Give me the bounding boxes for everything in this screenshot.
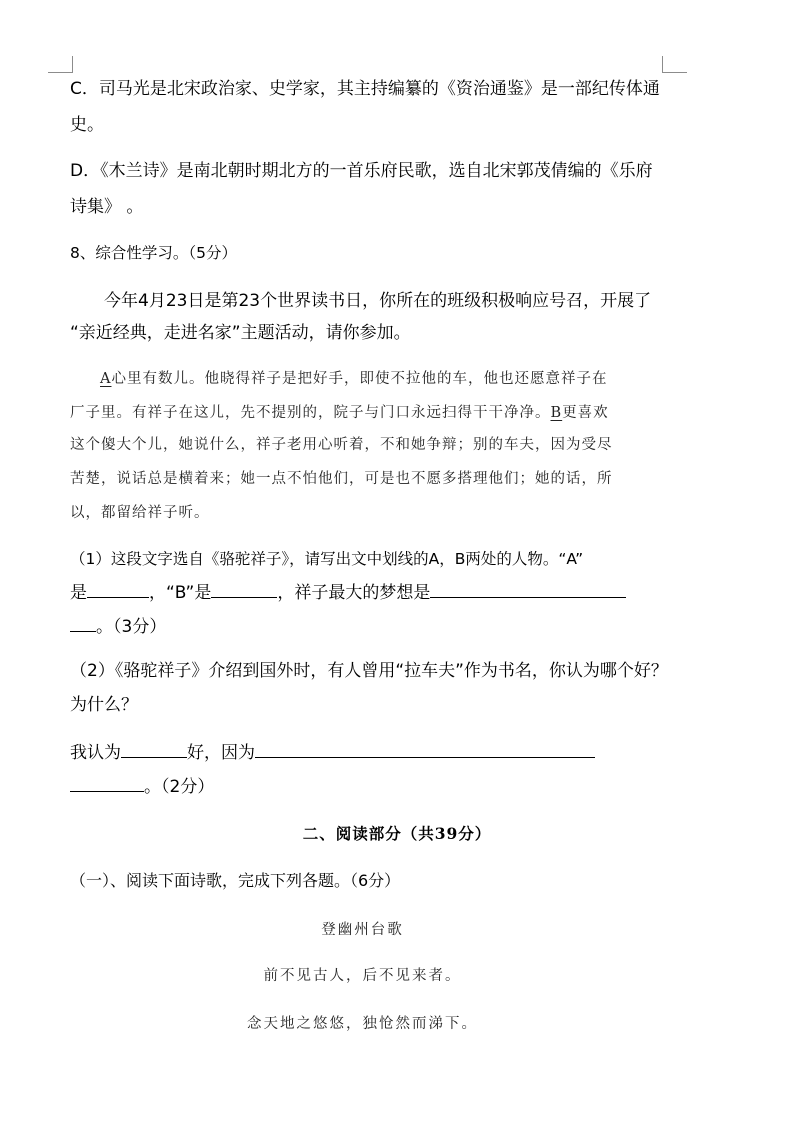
question-8-2-answer-line1 [70,740,595,764]
page-corner-mark-top-left [48,56,73,73]
option-d-line1: D．《木兰诗》是南北朝时期北方的一首乐府民歌，选自北宋郭茂倩编的《乐府 [70,161,653,181]
passage-line5: 以，都留给祥子听。 [70,505,210,521]
q8-2-text-b: 好，因为 [187,743,255,763]
q8-1-text-a: 是 [70,583,87,603]
passage-line4: 苦楚，说话总是横着来；她一点不怕他们，可是也不愿多搭理他们；她的话，所 [70,471,613,487]
passage-line1 [100,368,607,390]
answer-blank-b[interactable] [211,580,277,598]
section-heading: 二、阅读部分（共39分） [302,824,492,843]
passage-label-b: B [550,405,563,421]
answer-blank-dream-cont[interactable] [70,614,96,632]
answer-blank-reason-cont[interactable] [70,774,144,792]
passage-label-a: A [100,371,112,387]
passage-line2-after: 更喜欢 [562,405,609,421]
question-8-intro-line2: “亲近经典，走进名家”主题活动，请你参加。 [70,323,411,343]
answer-blank-reason[interactable] [255,740,595,758]
question-8-title: 8、综合性学习。（5分） [70,244,237,262]
page-corner-mark-top-right [662,56,687,73]
question-8-1-line3 [70,614,166,638]
q8-1-score: 。（3分） [96,617,167,637]
question-8-1-line2 [70,580,626,604]
q8-2-score: 。（2分） [144,777,215,797]
option-c-line1: C．司马光是北宋政治家、史学家，其主持编纂的《资治通鉴》是一部纪传体通 [70,79,660,99]
passage-line2 [70,402,609,424]
passage-line2-before: 厂子里。有祥子在这儿，先不提别的，院子与门口永远扫得干干净净。 [70,405,551,421]
q8-2-text-a: 我认为 [70,743,121,763]
q8-1-text-b: ，“B”是 [149,583,212,603]
option-d-line2: 诗集》 。 [70,197,144,217]
question-8-2-answer-line2 [70,774,214,798]
question-8-1-line1: （1）这段文字选自《骆驼祥子》，请写出文中划线的A，B两处的人物。“A” [70,550,584,568]
option-c-line2: 史。 [70,115,104,135]
q8-1-text-c: ，祥子最大的梦想是 [277,583,431,603]
answer-blank-choice[interactable] [121,740,187,758]
poem-line2: 念天地之悠悠，独怆然而涕下。 [247,1016,478,1032]
poem-line1: 前不见古人，后不见来者。 [263,968,462,984]
question-8-intro-line1: 今年4月23日是第23个世界读书日，你所在的班级积极响应号召，开展了 [104,291,652,311]
answer-blank-dream[interactable] [430,580,626,598]
poem-title: 登幽州台歌 [321,922,404,938]
answer-blank-a[interactable] [87,580,149,598]
subsection-1-title: （一）、阅读下面诗歌，完成下列各题。（6分） [70,871,401,890]
question-8-2-line1: （2）《骆驼祥子》介绍到国外时，有人曾用“拉车夫”作为书名，你认为哪个好？ [70,661,668,681]
question-8-2-line2: 为什么？ [70,695,138,715]
passage-line1-text: 心里有数儿。他晓得祥子是把好手，即使不拉他的车，他也还愿意祥子在 [111,371,608,387]
passage-line3: 这个傻大个儿，她说什么，祥子老用心听着，不和她争辩；别的车夫，因为受尽 [70,437,613,453]
